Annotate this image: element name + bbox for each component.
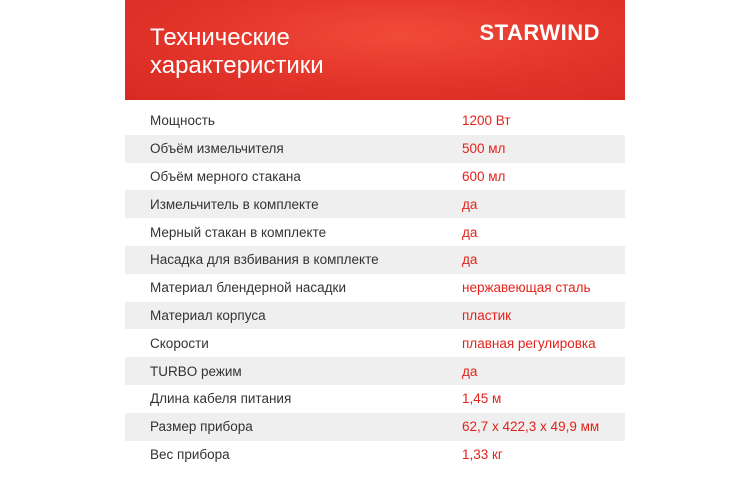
page-title: [150, 24, 324, 80]
spec-row: [125, 246, 625, 274]
spec-value: 1,33 кг: [462, 446, 503, 462]
spec-value: пластик: [462, 307, 512, 323]
spec-value: да: [462, 252, 478, 268]
spec-label: Объём измельчителя: [150, 141, 284, 157]
title-line-2: характеристики: [150, 52, 324, 79]
spec-row: [125, 274, 625, 302]
spec-row: [125, 135, 625, 163]
spec-row: [125, 385, 625, 413]
spec-label: Размер прибора: [150, 419, 253, 435]
spec-value: нержавеющая сталь: [462, 280, 591, 296]
spec-row: [125, 302, 625, 330]
spec-row: [125, 218, 625, 246]
spec-value: да: [462, 363, 478, 379]
title-line-1: Технические: [150, 24, 290, 51]
spec-value: да: [462, 196, 478, 212]
spec-row: [125, 190, 625, 218]
spec-label: Мерный стакан в комплекте: [150, 224, 327, 240]
spec-row: [125, 413, 625, 441]
brand-logo: STARWIND: [479, 20, 600, 45]
spec-label: Материал блендерной насадки: [150, 280, 346, 296]
spec-value: да: [462, 224, 478, 240]
spec-card: [125, 0, 625, 500]
spec-value: 1,45 м: [462, 391, 502, 407]
spec-row: [125, 107, 625, 135]
spec-label: Насадка для взбивания в комплекте: [150, 252, 379, 268]
spec-row: [125, 357, 625, 385]
spec-value: 600 мл: [462, 168, 506, 184]
header-banner: [125, 0, 625, 100]
spec-value: плавная регулировка: [462, 335, 596, 351]
spec-table: [125, 107, 625, 468]
spec-value: 62,7 x 422,3 x 49,9 мм: [462, 419, 600, 435]
spec-row: [125, 441, 625, 469]
spec-row: [125, 163, 625, 191]
spec-label: Материал корпуса: [150, 307, 266, 323]
spec-label: Мощность: [150, 113, 215, 129]
spec-row: [125, 329, 625, 357]
spec-label: Измельчитель в комплекте: [150, 196, 319, 212]
spec-label: Объём мерного стакана: [150, 168, 301, 184]
spec-label: Вес прибора: [150, 446, 230, 462]
spec-value: 1200 Вт: [462, 113, 511, 129]
spec-label: Скорости: [150, 335, 209, 351]
spec-label: TURBO режим: [150, 363, 242, 379]
spec-value: 500 мл: [462, 141, 506, 157]
spec-label: Длина кабеля питания: [150, 391, 292, 407]
